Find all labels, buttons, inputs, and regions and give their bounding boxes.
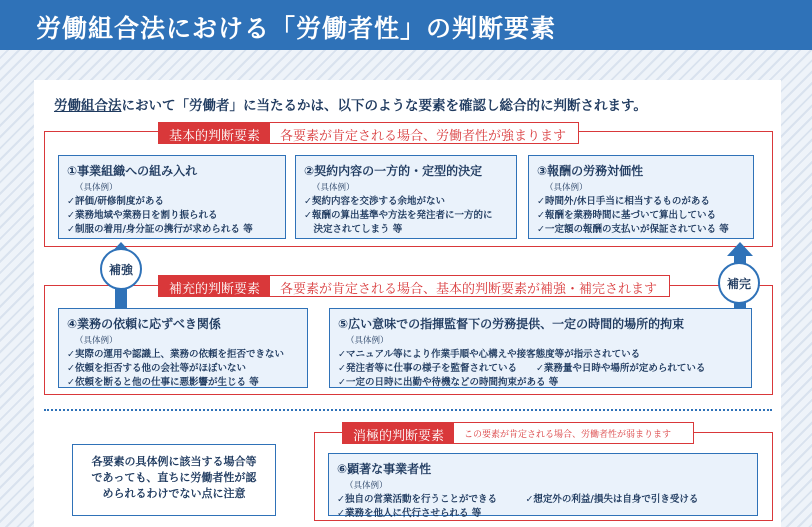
complement-arrow-head xyxy=(727,242,753,256)
negative-factors-tag xyxy=(342,422,694,444)
factor-title: ⑥顕著な事業者性 xyxy=(337,462,432,476)
intro-rest: において「労働者」に当たるかは、以下のような要素を確認し総合的に判断されます。 xyxy=(121,98,647,114)
basic-factors-desc: 各要素が肯定される場合、労働者性が強まります xyxy=(280,129,567,144)
basic-factors-label: 基本的判断要素 xyxy=(159,123,270,143)
example-item: ✓依頼を断ると他の仕事に悪影響が生じる 等 xyxy=(67,377,259,388)
example-item: ✓契約内容を交渉する余地がない xyxy=(304,196,445,207)
caution-note xyxy=(72,444,276,516)
example-item: ✓業務を他人に代行させられる 等 xyxy=(337,508,482,519)
example-item: ✓独自の営業活動を行うことができる ✓想定外の利益/損失は自身で引き受ける xyxy=(337,494,699,505)
example-item: ✓制服の着用/身分証の携行が求められる 等 xyxy=(67,224,253,235)
supplementary-factors-tag xyxy=(158,275,670,297)
note-line: 各要素の具体例に該当する場合等 xyxy=(91,455,257,468)
factor-title: ④業務の依頼に応ずべき関係 xyxy=(67,317,221,331)
factor-card-2 xyxy=(295,155,517,239)
example-label: （具体例） xyxy=(346,336,389,346)
factor-card-1 xyxy=(58,155,286,239)
negative-factors-label: 消極的判断要素 xyxy=(343,423,454,443)
example-item: ✓一定額の報酬の支払いが保証されている 等 xyxy=(537,224,729,235)
negative-factors-desc: この要素が肯定される場合、労働者性が弱まります xyxy=(464,430,672,440)
example-label: （具体例） xyxy=(312,183,355,193)
supplementary-factors-desc: 各要素が肯定される場合、基本的判断要素が補強・補完されます xyxy=(280,282,658,297)
law-link[interactable]: 労働組合法 xyxy=(54,98,122,114)
complement-bubble xyxy=(718,262,760,304)
page-title: 労働組合法における「労働者性」の判断要素 xyxy=(0,0,812,50)
factor-card-3 xyxy=(528,155,754,239)
section-divider xyxy=(44,409,772,411)
example-item: ✓時間外/休日手当に相当するものがある xyxy=(537,196,710,207)
example-item: ✓実際の運用や認識上、業務の依頼を拒否できない xyxy=(67,349,284,360)
reinforce-bubble xyxy=(100,248,142,290)
example-item: ✓報酬を業務時間に基づいて算出している xyxy=(537,210,716,221)
factor-title: ③報酬の労務対価性 xyxy=(537,164,644,178)
supplementary-factors-label: 補充的判断要素 xyxy=(159,276,270,296)
example-item: ✓業務地域や業務日を割り振られる xyxy=(67,210,218,221)
factor-card-6 xyxy=(328,453,758,519)
example-item: ✓報酬の算出基準や方法を発注者に一方的に xyxy=(304,210,493,221)
example-item: ✓依頼を拒否する他の会社等がほぼいない xyxy=(67,363,246,374)
example-label: （具体例） xyxy=(75,336,118,346)
example-item: ✓一定の日時に出勤や待機などの時間拘束がある 等 xyxy=(338,377,559,388)
factor-card-4 xyxy=(58,308,308,388)
factor-card-5 xyxy=(329,308,752,388)
note-line: められるわけでない点に注意 xyxy=(102,487,246,500)
example-item: ✓評価/研修制度がある xyxy=(67,196,164,207)
reinforce-label: 補強 xyxy=(108,262,133,277)
example-label: （具体例） xyxy=(545,183,588,193)
basic-factors-tag xyxy=(158,122,579,144)
intro-text xyxy=(54,94,774,114)
factor-title: ⑤広い意味での指揮監督下の労務提供、一定の時間的場所的拘束 xyxy=(338,317,685,331)
factor-title: ①事業組織への組み入れ xyxy=(67,164,198,178)
example-label: （具体例） xyxy=(345,481,388,491)
example-item: ✓マニュアル等により作業手順や心構えや接客態度等が指示されている xyxy=(338,349,641,360)
example-item: 決定されてしまう 等 xyxy=(304,224,403,235)
complement-label: 補完 xyxy=(726,276,751,291)
note-line: であっても、直ちに労働者性が認 xyxy=(91,471,257,484)
example-label: （具体例） xyxy=(75,183,118,193)
example-item: ✓発注者等に仕事の様子を監督されている ✓業務量や日時や場所が定められている xyxy=(338,363,706,374)
factor-title: ②契約内容の一方的・定型的決定 xyxy=(304,164,483,178)
